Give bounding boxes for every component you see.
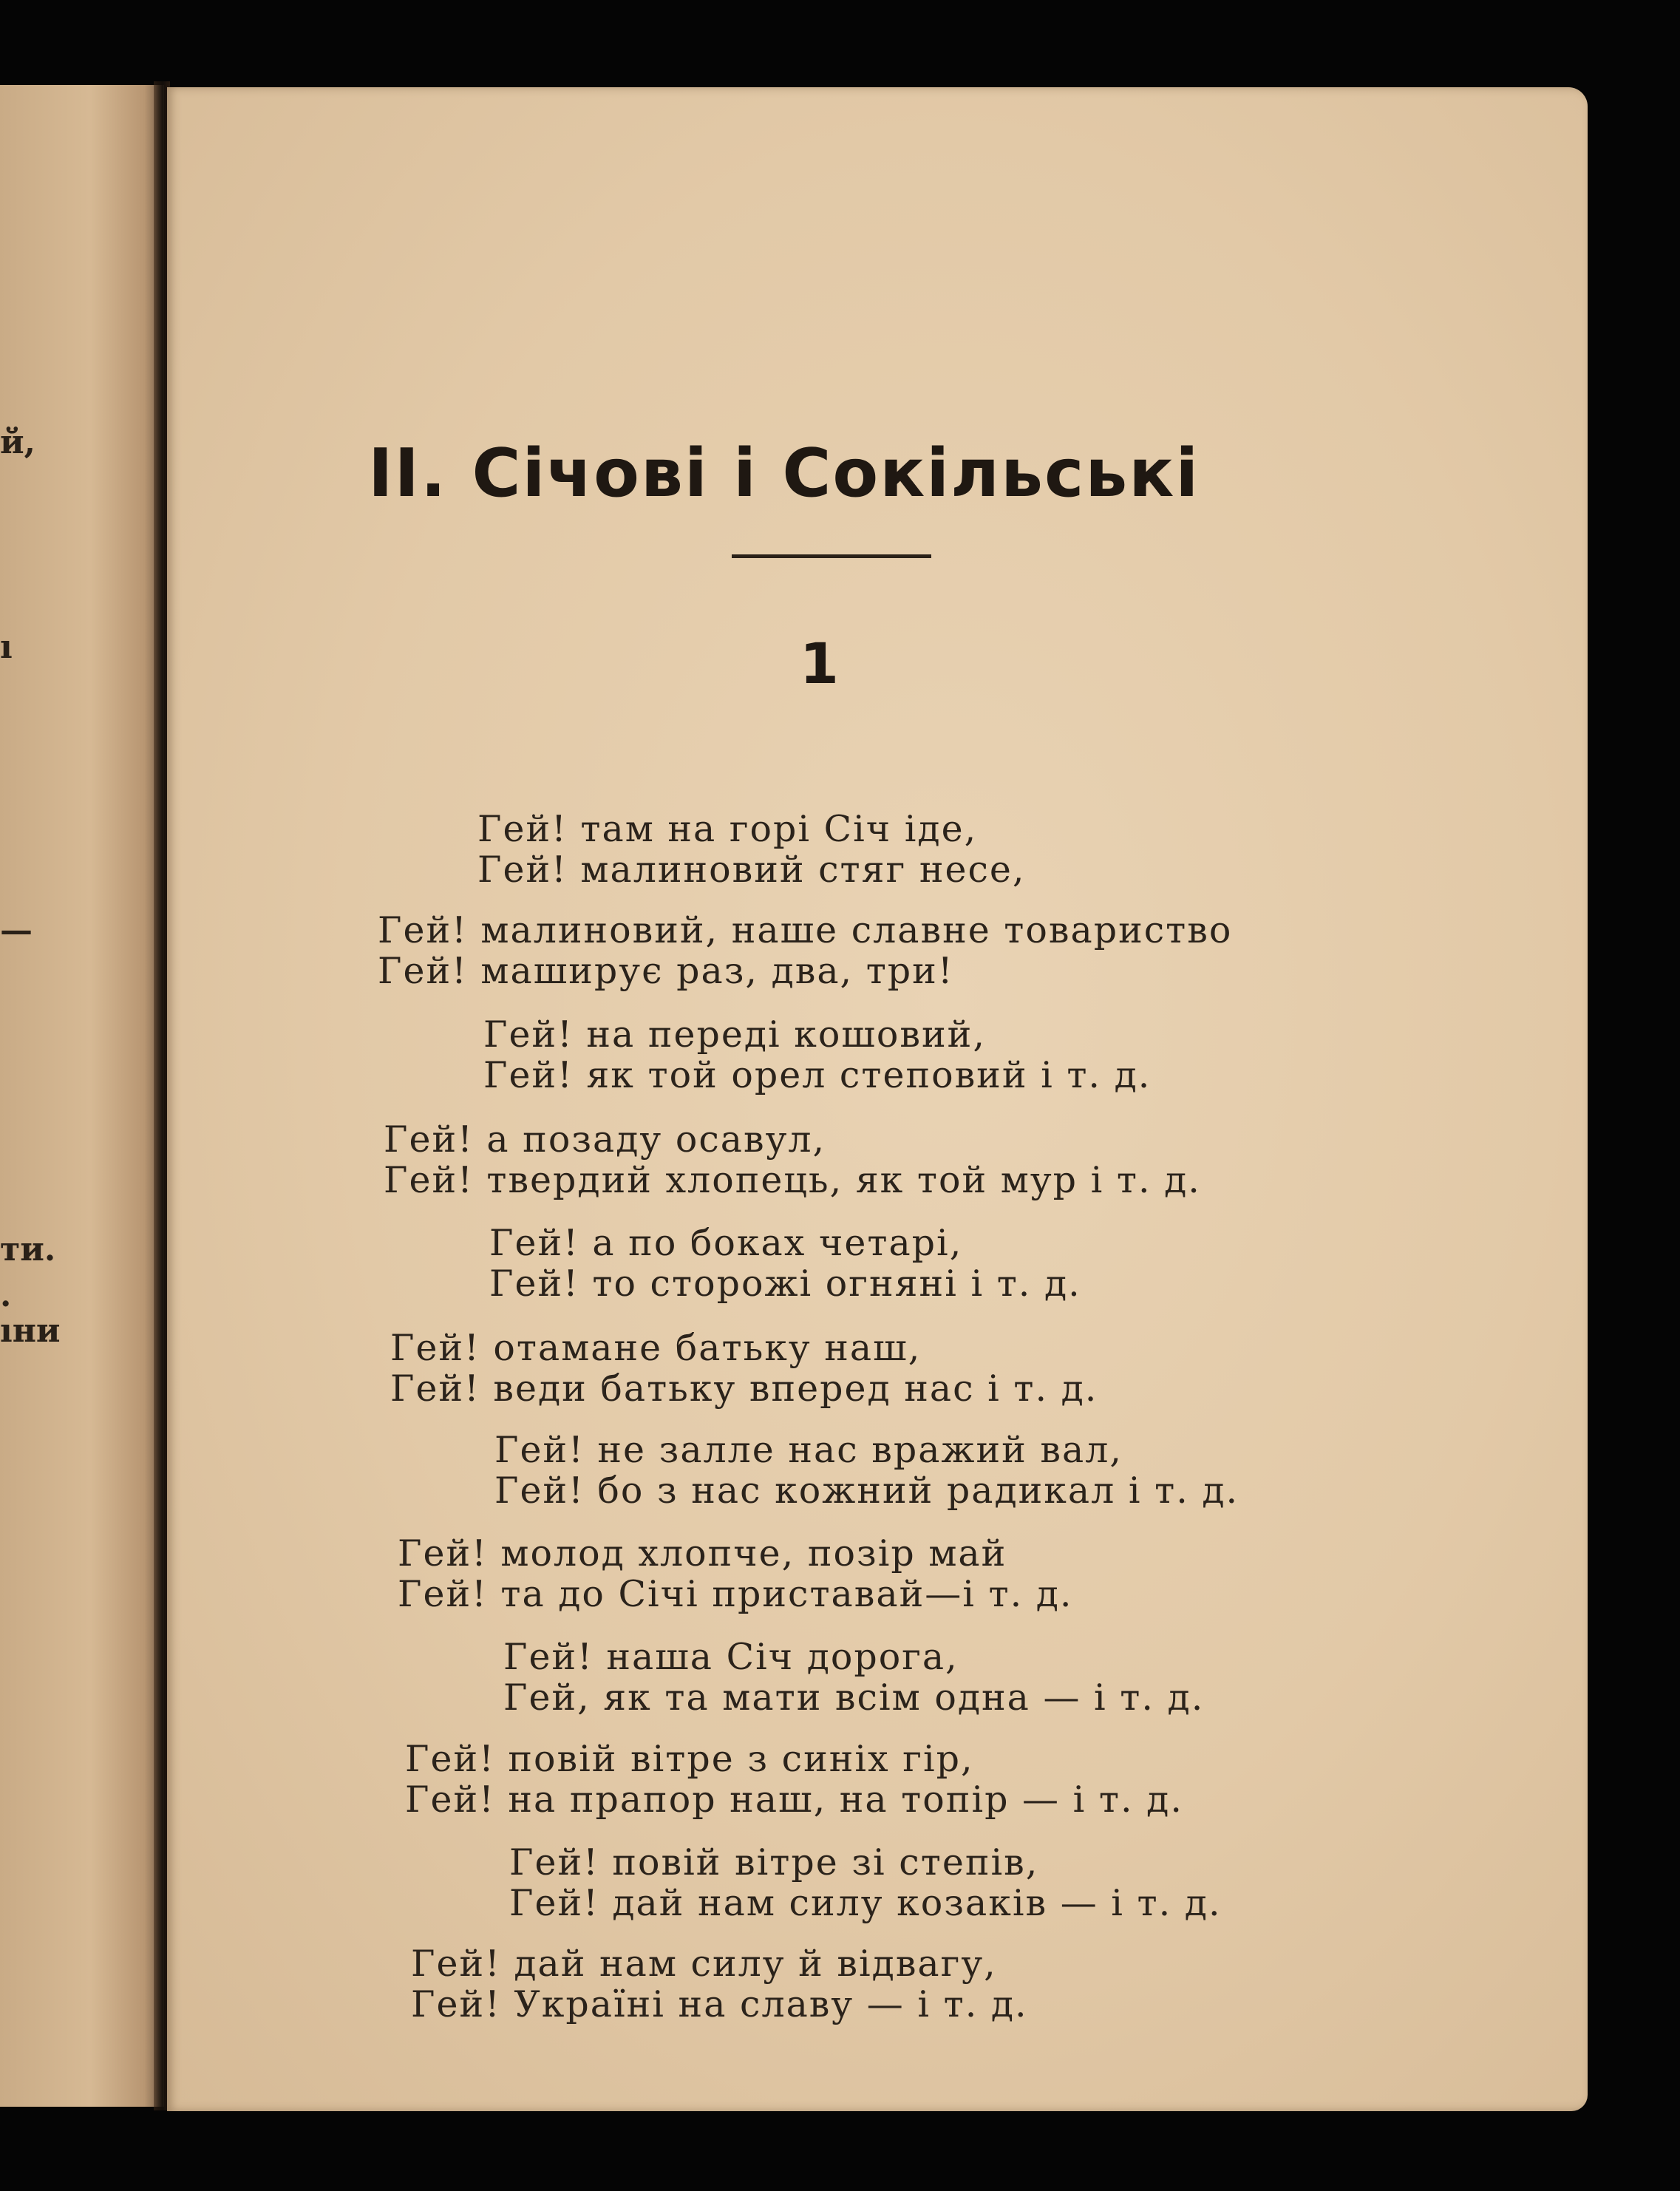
left-page-text-fragment: —	[0, 911, 33, 949]
left-page-text-fragment: ı	[0, 628, 13, 666]
verse-line: Гей! наша Січ дорога,	[503, 1636, 959, 1678]
verse-line: Гей! повій вітре з синіх гір,	[405, 1738, 974, 1780]
left-page-text-fragment: й,	[0, 424, 35, 461]
verse-line: Гей! молод хлопче, позір май	[398, 1532, 1007, 1575]
verse-line: Гей! на прапор наш, на топір — і т. д.	[405, 1779, 1183, 1821]
verse-line: Гей! а по боках четарі,	[489, 1222, 963, 1264]
verse-line: Гей! отамане батьку наш,	[390, 1327, 922, 1369]
previous-page-edge	[0, 85, 164, 2107]
verse-line: Гей! малиновий стяг несе,	[477, 849, 1026, 891]
left-page-text-fragment: ти.	[0, 1231, 56, 1268]
verse-line: Гей! дай нам силу й відвагу,	[411, 1943, 997, 1985]
book-page	[167, 87, 1588, 2111]
verse-line: Гей! а позаду осавул,	[384, 1118, 826, 1161]
verse-line: Гей! то сторожі огняні і т. д.	[489, 1263, 1081, 1305]
left-page-text-fragment: ıни	[0, 1312, 61, 1350]
verse-line: Гей! там на горі Січ іде,	[477, 808, 978, 850]
section-heading: II. Січові і Сокільські	[368, 435, 1200, 512]
verse-line: Гей! веди батьку вперед нас і т. д.	[390, 1368, 1098, 1410]
verse-line: Гей! Україні на славу — і т. д.	[411, 1983, 1028, 2025]
verse-line: Гей! та до Січі приставай—і т. д.	[398, 1573, 1073, 1615]
verse-line: Гей! на переді кошовий,	[483, 1013, 986, 1056]
verse-line: Гей! повій вітре зі степів,	[509, 1841, 1039, 1883]
song-number: 1	[800, 631, 839, 696]
verse-line: Гей! твердий хлопець, як той мур і т. д.	[384, 1159, 1201, 1201]
verse-line: Гей! бо з нас кожний радикал і т. д.	[494, 1470, 1239, 1512]
verse-line: Гей! як той орел степовий і т. д.	[483, 1054, 1152, 1096]
verse-line: Гей! не залле нас вражий вал,	[494, 1429, 1123, 1471]
verse-line: Гей! малиновий, наше славне товариство	[378, 909, 1233, 951]
verse-line: Гей! дай нам силу козаків — і т. д.	[509, 1882, 1222, 1924]
verse-line: Гей! маширує раз, два, три!	[378, 950, 954, 992]
left-page-text-fragment: .	[0, 1277, 12, 1314]
heading-divider	[732, 554, 931, 558]
verse-line: Гей, як та мати всім одна — і т. д.	[503, 1677, 1205, 1719]
